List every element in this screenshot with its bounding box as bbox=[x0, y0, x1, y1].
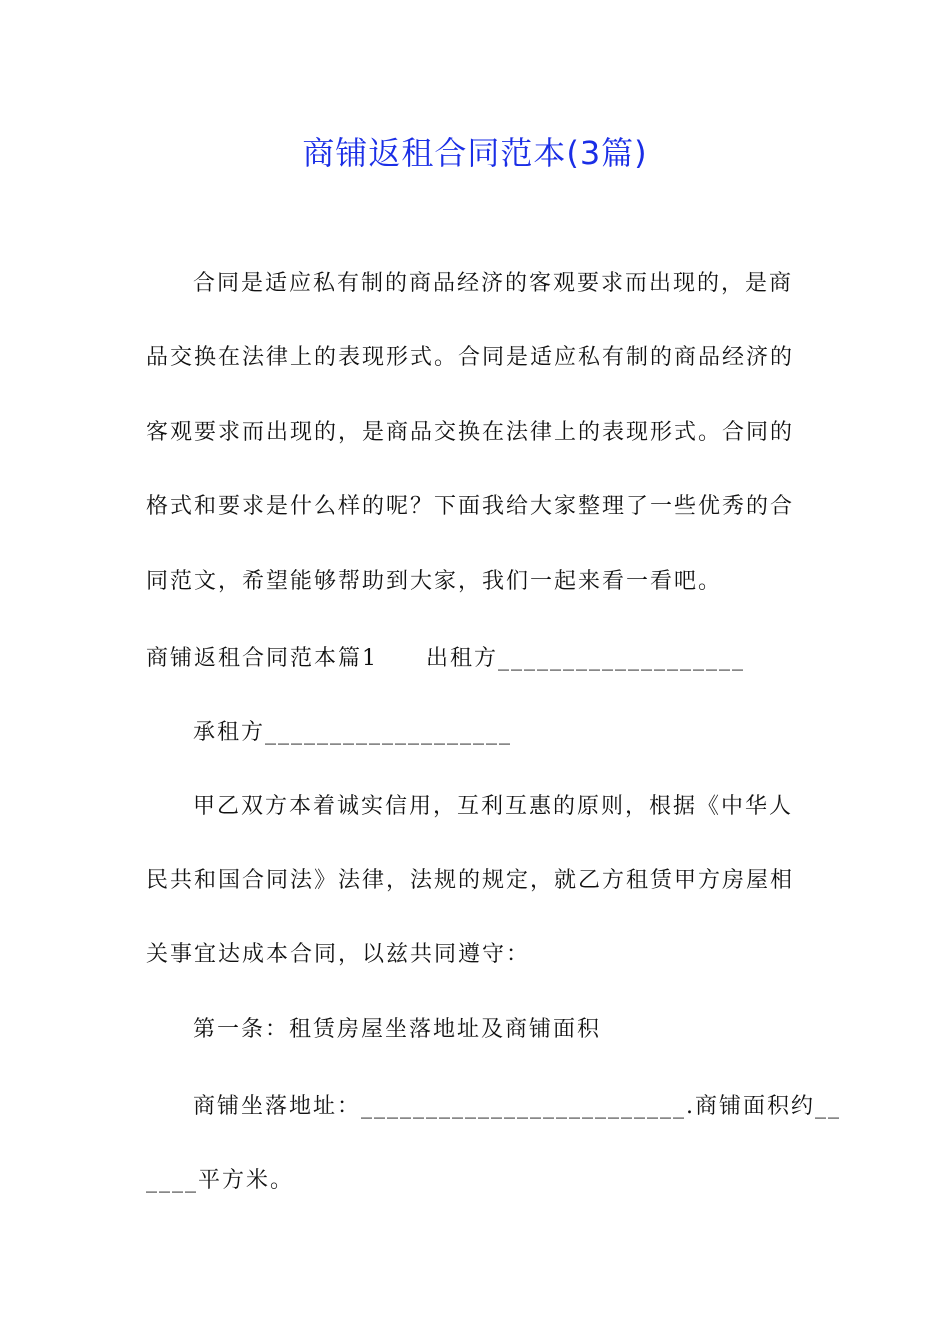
contract-heading-line: 商铺返租合同范本篇1 出租方___________________ bbox=[146, 646, 745, 671]
preamble-line-1: 甲乙双方本着诚实信用，互利互惠的原则，根据《中华人 bbox=[193, 794, 794, 819]
intro-line-1: 合同是适应私有制的商品经济的客观要求而出现的，是商 bbox=[193, 271, 794, 296]
preamble-line-3: 关事宜达成本合同，以兹共同遵守： bbox=[146, 942, 531, 967]
address-line: 商铺坐落地址：_________________________.商铺面积约__ bbox=[193, 1094, 841, 1119]
document-title: 商铺返租合同范本(3篇) bbox=[302, 134, 648, 172]
intro-line-3: 客观要求而出现的，是商品交换在法律上的表现形式。合同的 bbox=[146, 420, 795, 445]
preamble-line-2: 民共和国合同法》法律，法规的规定，就乙方租赁甲方房屋相 bbox=[146, 868, 795, 893]
tenant-line: 承租方___________________ bbox=[193, 720, 513, 745]
intro-line-5: 同范文，希望能够帮助到大家，我们一起来看一看吧。 bbox=[146, 569, 723, 594]
intro-line-4: 格式和要求是什么样的呢？下面我给大家整理了一些优秀的合 bbox=[146, 494, 795, 519]
article-1-title: 第一条：租赁房屋坐落地址及商铺面积 bbox=[193, 1017, 602, 1042]
area-line: ____平方米。 bbox=[146, 1168, 295, 1193]
intro-line-2: 品交换在法律上的表现形式。合同是适应私有制的商品经济的 bbox=[146, 345, 795, 370]
